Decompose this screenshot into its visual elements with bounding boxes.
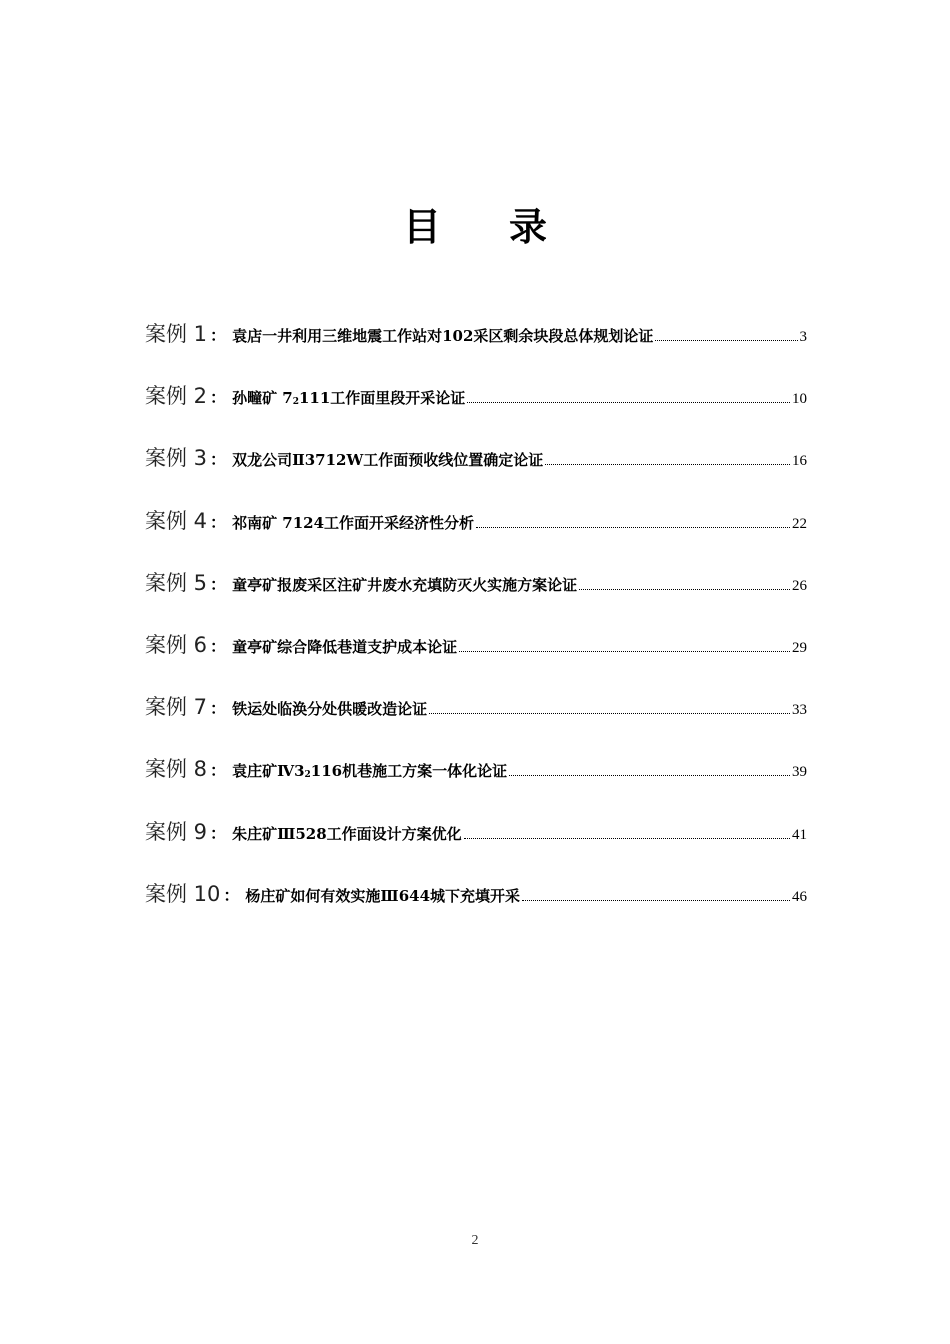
toc-dot-leader xyxy=(429,713,790,714)
toc-entry-title: 杨庄矿如何有效实施Ⅲ644城下充填开采 xyxy=(245,886,521,905)
toc-dot-leader xyxy=(522,900,790,901)
toc-dot-leader xyxy=(476,527,790,528)
toc-title-subscript: 2 xyxy=(304,770,311,781)
toc-entry-title: 袁店一井利用三维地震工作站对102采区剩余块段总体规划论证 xyxy=(232,327,654,345)
toc-colon: ： xyxy=(210,512,227,532)
toc-entry-5[interactable] xyxy=(145,567,807,629)
toc-case-label: 案例 8 xyxy=(145,757,208,782)
toc-entry-title: 童亭矿综合降低巷道支护成本论证 xyxy=(232,637,458,656)
toc-entry-9[interactable] xyxy=(145,816,807,878)
toc-entry-title xyxy=(232,760,507,781)
toc-page-number: 29 xyxy=(792,639,807,656)
toc-case-label: 案例 2 xyxy=(145,384,208,409)
toc-colon: ： xyxy=(223,885,240,905)
toc-dot-leader xyxy=(464,838,790,839)
page-title xyxy=(0,203,950,251)
toc-page-number: 33 xyxy=(792,702,807,719)
title-char-1: 目 xyxy=(402,205,441,250)
footer-page-number: 2 xyxy=(471,1233,479,1248)
toc-colon: ： xyxy=(210,450,227,470)
title-char-2: 录 xyxy=(509,205,548,250)
toc-dot-leader xyxy=(579,589,790,590)
toc-case-label: 案例 5 xyxy=(145,570,208,595)
toc-title-part: 孙疃矿 7 xyxy=(232,389,293,408)
toc-entry-title xyxy=(232,387,465,408)
toc-entry-2[interactable] xyxy=(145,380,807,442)
toc-dot-leader xyxy=(509,775,790,776)
toc-case-label: 案例 7 xyxy=(145,695,208,720)
toc-dot-leader xyxy=(545,464,790,465)
toc-title-part: 111工作面里段开采论证 xyxy=(299,389,466,408)
toc-page-number: 46 xyxy=(792,888,807,905)
toc-entry-title: 铁运处临涣分处供暖改造论证 xyxy=(232,700,428,719)
toc-case-label: 案例 3 xyxy=(145,446,208,471)
toc-colon: ： xyxy=(210,823,227,843)
toc-title-part: 116机巷施工方案一体化论证 xyxy=(310,762,508,781)
toc-page-number: 41 xyxy=(792,826,807,843)
toc-dot-leader xyxy=(467,402,790,403)
toc-page-number: 3 xyxy=(799,329,807,345)
toc-title-part: 袁庄矿Ⅳ3 xyxy=(232,762,305,781)
toc-entry-title: 朱庄矿Ⅲ528工作面设计方案优化 xyxy=(232,824,462,843)
toc-page-number: 22 xyxy=(792,515,807,532)
toc-entry-4[interactable] xyxy=(145,505,807,567)
toc-entry-8[interactable] xyxy=(145,753,807,815)
toc-page-number: 39 xyxy=(792,764,807,781)
toc-colon: ： xyxy=(210,388,227,408)
toc-entry-6[interactable] xyxy=(145,629,807,691)
toc-colon: ： xyxy=(210,574,227,594)
toc-page-number: 26 xyxy=(792,577,807,594)
toc-entry-title: 双龙公司Ⅱ3712W工作面预收线位置确定论证 xyxy=(232,451,544,470)
toc-page-number: 16 xyxy=(792,453,807,470)
toc-dot-leader xyxy=(655,340,797,341)
toc-page-number: 10 xyxy=(792,391,807,408)
toc-colon: ： xyxy=(210,326,227,345)
toc-case-label: 案例 10 xyxy=(145,881,221,906)
toc-entry-title: 祁南矿 7124工作面开采经济性分析 xyxy=(232,513,475,532)
table-of-contents xyxy=(145,318,807,940)
toc-colon: ： xyxy=(210,699,227,719)
toc-dot-leader xyxy=(459,651,790,652)
toc-case-label: 案例 6 xyxy=(145,632,208,657)
toc-entry-3[interactable] xyxy=(145,442,807,504)
toc-colon: ： xyxy=(210,636,227,656)
toc-entry-1[interactable] xyxy=(145,318,807,380)
toc-title-subscript: 2 xyxy=(292,397,299,408)
toc-entry-7[interactable] xyxy=(145,691,807,753)
toc-case-label: 案例 1 xyxy=(145,322,208,346)
toc-colon: ： xyxy=(210,761,227,781)
toc-entry-10[interactable] xyxy=(145,878,807,940)
toc-case-label: 案例 4 xyxy=(145,508,208,533)
toc-entry-title: 童亭矿报废采区注矿井废水充填防灭火实施方案论证 xyxy=(232,575,578,594)
toc-case-label: 案例 9 xyxy=(145,819,208,844)
